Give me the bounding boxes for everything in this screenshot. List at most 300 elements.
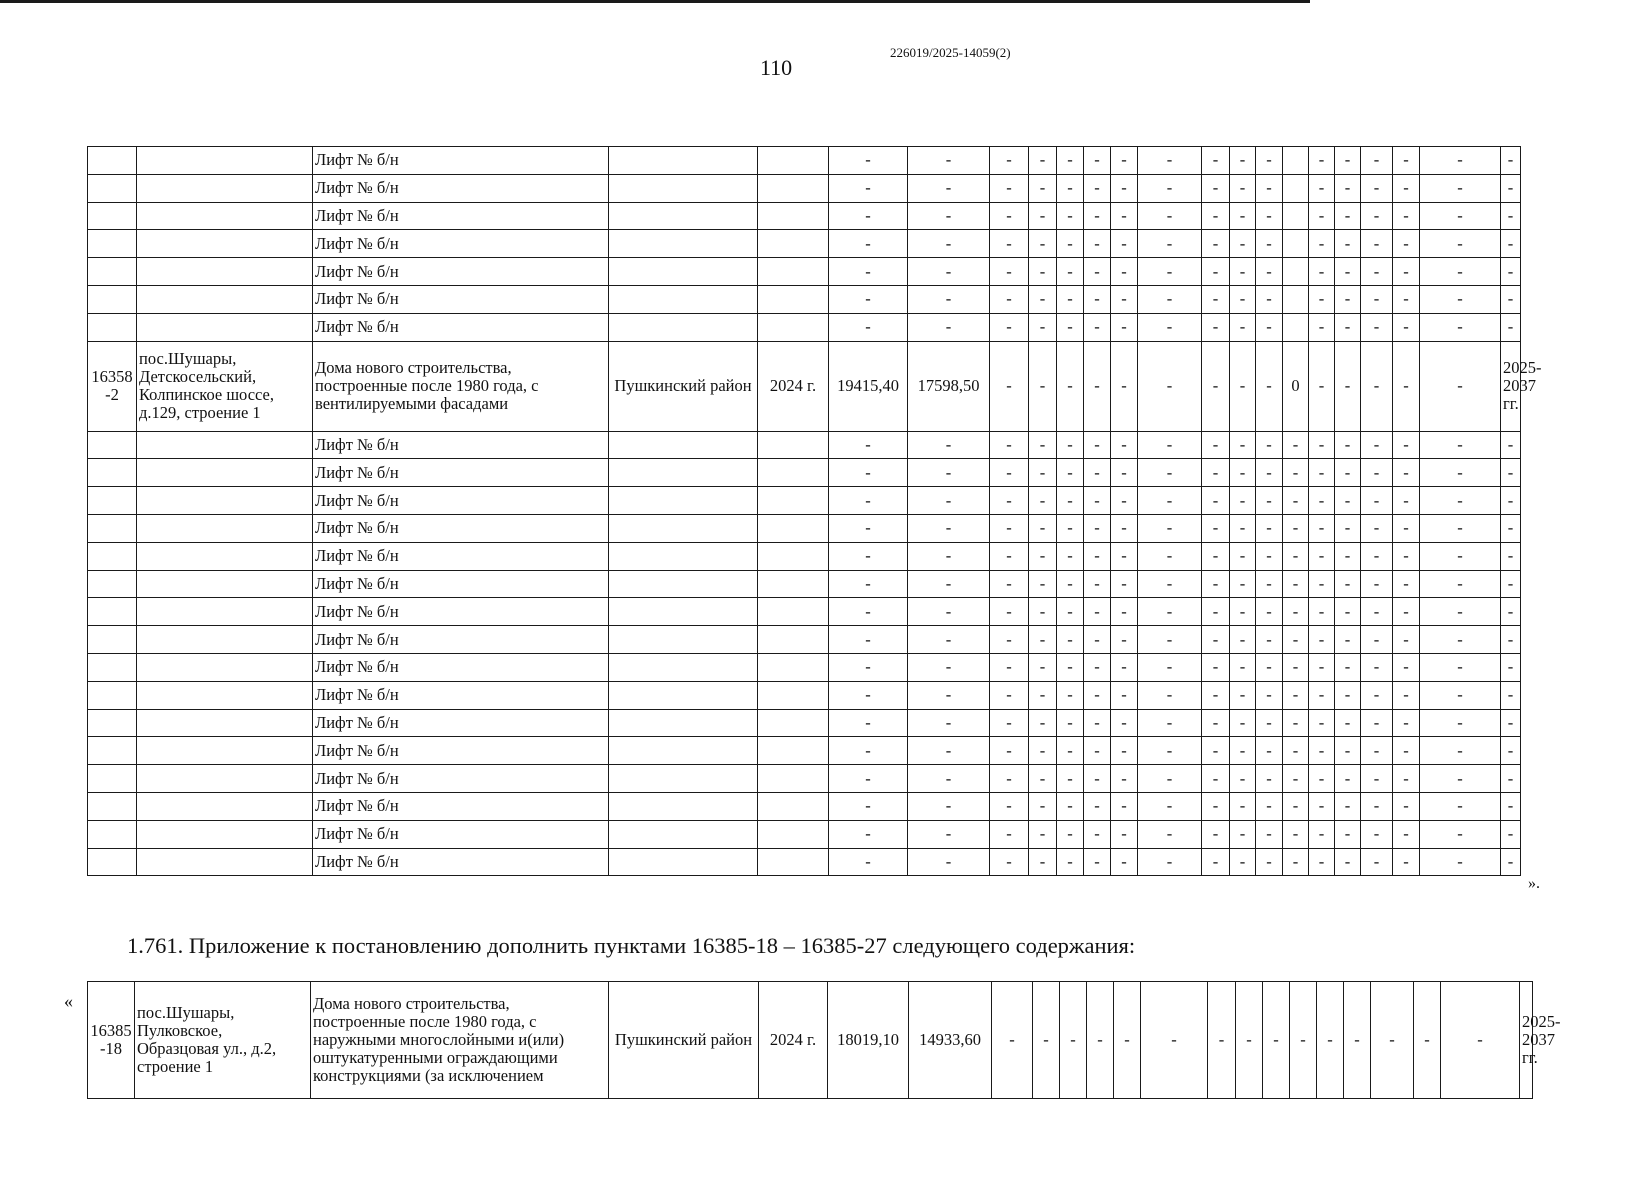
mark-cell: - xyxy=(1256,765,1283,793)
mark-cell: - xyxy=(1111,174,1138,202)
object-name-cell: Лифт № б/н xyxy=(313,792,609,820)
mark-cell xyxy=(1283,230,1309,258)
mark-cell: - xyxy=(1283,709,1309,737)
mark-cell: - xyxy=(990,313,1029,341)
address-cell xyxy=(137,542,313,570)
mark-cell: - xyxy=(1084,626,1111,654)
mark-cell: - xyxy=(1084,848,1111,876)
item-number xyxy=(88,626,137,654)
area-total-cell: - xyxy=(829,174,908,202)
mark-cell: - xyxy=(1420,709,1501,737)
mark-cell: - xyxy=(1290,982,1317,1099)
mark-cell: - xyxy=(990,765,1029,793)
mark-cell: - xyxy=(1029,737,1057,765)
mark-cell: - xyxy=(1138,487,1202,515)
mark-cell: - xyxy=(1084,709,1111,737)
district-cell xyxy=(609,737,758,765)
address-cell xyxy=(137,792,313,820)
mark-cell: - xyxy=(1057,230,1084,258)
area-total-cell: - xyxy=(829,313,908,341)
table-row xyxy=(88,653,1521,681)
mark-cell: - xyxy=(1309,514,1335,542)
mark-cell: - xyxy=(1371,982,1414,1099)
mark-cell: - xyxy=(1084,570,1111,598)
mark-cell: - xyxy=(1256,431,1283,459)
mark-cell: - xyxy=(1393,202,1420,230)
year-cell: 2024 г. xyxy=(758,341,829,431)
mark-cell: - xyxy=(1309,341,1335,431)
area-living-cell: - xyxy=(908,459,990,487)
mark-cell: - xyxy=(1335,285,1361,313)
mark-cell: - xyxy=(1230,341,1256,431)
area-total-cell: - xyxy=(829,626,908,654)
mark-cell: - xyxy=(1393,792,1420,820)
mark-cell: - xyxy=(1335,848,1361,876)
area-total-cell: - xyxy=(829,459,908,487)
mark-cell: - xyxy=(1230,431,1256,459)
mark-cell: - xyxy=(1309,258,1335,286)
mark-cell: - xyxy=(1393,459,1420,487)
year-cell xyxy=(758,820,829,848)
mark-cell: - xyxy=(1283,598,1309,626)
year-cell xyxy=(758,431,829,459)
mark-cell: - xyxy=(1309,653,1335,681)
address-cell xyxy=(137,737,313,765)
mark-cell: - xyxy=(1202,598,1230,626)
mark-cell: - xyxy=(1309,313,1335,341)
mark-cell: - xyxy=(1393,848,1420,876)
mark-cell: - xyxy=(1393,653,1420,681)
mark-cell: - xyxy=(1084,341,1111,431)
item-number xyxy=(88,258,137,286)
area-total-cell: - xyxy=(829,202,908,230)
mark-cell: - xyxy=(1361,570,1393,598)
mark-cell: - xyxy=(1393,230,1420,258)
mark-cell: - xyxy=(1111,653,1138,681)
mark-cell: - xyxy=(1335,230,1361,258)
item-number: 16358 -2 xyxy=(88,341,137,431)
mark-cell: - xyxy=(1202,285,1230,313)
year-cell xyxy=(758,570,829,598)
table-row xyxy=(88,313,1521,341)
mark-cell: - xyxy=(1084,230,1111,258)
period-cell: 2025-2037 гг. xyxy=(1520,982,1533,1099)
mark-cell: - xyxy=(1420,147,1501,175)
mark-cell: - xyxy=(1138,230,1202,258)
area-living-cell: 14933,60 xyxy=(909,982,992,1099)
mark-cell: - xyxy=(1283,459,1309,487)
mark-cell: - xyxy=(1420,230,1501,258)
object-name-cell: Лифт № б/н xyxy=(313,431,609,459)
lift-table xyxy=(87,146,1542,876)
mark-cell: - xyxy=(1057,598,1084,626)
item-number xyxy=(88,313,137,341)
mark-cell: - xyxy=(1084,737,1111,765)
new-items-table xyxy=(87,981,1561,1099)
mark-cell: - xyxy=(1283,765,1309,793)
mark-cell: - xyxy=(1393,313,1420,341)
area-living-cell: - xyxy=(908,737,990,765)
mark-cell: - xyxy=(1256,147,1283,175)
mark-cell: - xyxy=(1393,431,1420,459)
mark-cell: - xyxy=(1335,653,1361,681)
period-cell: - xyxy=(1501,542,1521,570)
mark-cell: - xyxy=(1309,285,1335,313)
mark-cell: - xyxy=(1335,626,1361,654)
mark-cell: - xyxy=(1057,709,1084,737)
mark-cell: - xyxy=(1256,737,1283,765)
page-number: 110 xyxy=(760,55,793,80)
mark-cell: - xyxy=(1084,202,1111,230)
mark-cell: - xyxy=(1057,765,1084,793)
mark-cell: - xyxy=(1309,765,1335,793)
mark-cell: - xyxy=(1057,681,1084,709)
table-row xyxy=(88,982,1533,1099)
mark-cell: - xyxy=(1230,147,1256,175)
mark-cell: - xyxy=(1361,737,1393,765)
period-cell: - xyxy=(1501,431,1521,459)
mark-cell: - xyxy=(1029,174,1057,202)
mark-cell: - xyxy=(1420,848,1501,876)
mark-cell: - xyxy=(990,820,1029,848)
object-name-cell: Лифт № б/н xyxy=(313,514,609,542)
mark-cell: - xyxy=(1420,459,1501,487)
district-cell xyxy=(609,626,758,654)
mark-cell: - xyxy=(1060,982,1087,1099)
mark-cell: - xyxy=(1084,792,1111,820)
mark-cell: - xyxy=(1256,709,1283,737)
table-row xyxy=(88,258,1521,286)
year-cell xyxy=(758,147,829,175)
district-cell xyxy=(609,570,758,598)
district-cell xyxy=(609,202,758,230)
mark-cell: - xyxy=(1420,681,1501,709)
district-cell xyxy=(609,765,758,793)
mark-cell: - xyxy=(1230,230,1256,258)
item-number xyxy=(88,514,137,542)
address-cell xyxy=(137,258,313,286)
table-row xyxy=(88,848,1521,876)
object-name-cell: Лифт № б/н xyxy=(313,765,609,793)
object-name-cell: Лифт № б/н xyxy=(313,313,609,341)
area-living-cell: - xyxy=(908,626,990,654)
mark-cell: - xyxy=(1029,598,1057,626)
mark-cell: - xyxy=(1111,514,1138,542)
mark-cell: - xyxy=(1393,820,1420,848)
area-total-cell: - xyxy=(829,487,908,515)
district-cell xyxy=(609,285,758,313)
object-name-cell: Лифт № б/н xyxy=(313,174,609,202)
year-cell xyxy=(758,709,829,737)
period-cell: - xyxy=(1501,570,1521,598)
address-cell xyxy=(137,147,313,175)
mark-cell: - xyxy=(1202,653,1230,681)
mark-cell: - xyxy=(1283,487,1309,515)
area-total-cell: 19415,40 xyxy=(829,341,908,431)
mark-cell: - xyxy=(1138,542,1202,570)
item-number: 16385 -18 xyxy=(88,982,135,1099)
mark-cell: - xyxy=(1029,709,1057,737)
mark-cell: - xyxy=(1138,459,1202,487)
mark-cell: - xyxy=(1202,681,1230,709)
period-cell: - xyxy=(1501,626,1521,654)
address-cell xyxy=(137,653,313,681)
mark-cell: - xyxy=(1138,626,1202,654)
mark-cell: - xyxy=(1111,792,1138,820)
mark-cell: - xyxy=(1111,341,1138,431)
area-living-cell: - xyxy=(908,542,990,570)
mark-cell: - xyxy=(1230,174,1256,202)
object-name-cell: Лифт № б/н xyxy=(313,147,609,175)
mark-cell: - xyxy=(1361,285,1393,313)
area-total-cell: - xyxy=(829,792,908,820)
table-row xyxy=(88,681,1521,709)
mark-cell xyxy=(1283,285,1309,313)
mark-cell: - xyxy=(1283,653,1309,681)
mark-cell: - xyxy=(1084,514,1111,542)
district-cell: Пушкинский район xyxy=(609,341,758,431)
mark-cell: - xyxy=(1138,653,1202,681)
mark-cell: - xyxy=(1111,285,1138,313)
item-number xyxy=(88,202,137,230)
mark-cell: - xyxy=(990,709,1029,737)
item-number xyxy=(88,709,137,737)
mark-cell: - xyxy=(1084,313,1111,341)
year-cell xyxy=(758,653,829,681)
area-living-cell: - xyxy=(908,147,990,175)
mark-cell: - xyxy=(1309,737,1335,765)
mark-cell: - xyxy=(1335,765,1361,793)
mark-cell: - xyxy=(1057,202,1084,230)
mark-cell: - xyxy=(1317,982,1344,1099)
object-name-cell: Лифт № б/н xyxy=(313,285,609,313)
address-cell xyxy=(137,487,313,515)
mark-cell: - xyxy=(1202,542,1230,570)
mark-cell: - xyxy=(1057,174,1084,202)
mark-cell: - xyxy=(1202,514,1230,542)
district-cell xyxy=(609,258,758,286)
district-cell xyxy=(609,598,758,626)
mark-cell: - xyxy=(990,737,1029,765)
period-cell: - xyxy=(1501,681,1521,709)
item-number xyxy=(88,147,137,175)
year-cell xyxy=(758,765,829,793)
mark-cell: - xyxy=(1202,820,1230,848)
mark-cell: - xyxy=(1111,487,1138,515)
mark-cell: - xyxy=(1393,341,1420,431)
mark-cell: - xyxy=(1057,313,1084,341)
area-living-cell: - xyxy=(908,792,990,820)
mark-cell: - xyxy=(1111,230,1138,258)
mark-cell: - xyxy=(1361,709,1393,737)
district-cell xyxy=(609,653,758,681)
object-name-cell: Лифт № б/н xyxy=(313,230,609,258)
mark-cell: - xyxy=(1084,459,1111,487)
mark-cell: - xyxy=(1256,681,1283,709)
mark-cell: - xyxy=(990,147,1029,175)
district-cell xyxy=(609,431,758,459)
table-row xyxy=(88,230,1521,258)
mark-cell: - xyxy=(1202,313,1230,341)
table-row xyxy=(88,174,1521,202)
period-cell: - xyxy=(1501,848,1521,876)
mark-cell: - xyxy=(1029,202,1057,230)
area-total-cell: - xyxy=(829,848,908,876)
mark-cell: - xyxy=(1420,341,1501,431)
mark-cell: - xyxy=(1309,626,1335,654)
mark-cell: - xyxy=(1283,626,1309,654)
mark-cell: - xyxy=(1361,792,1393,820)
address-cell xyxy=(137,709,313,737)
area-total-cell: - xyxy=(829,258,908,286)
mark-cell: - xyxy=(1029,653,1057,681)
mark-cell: - xyxy=(1335,431,1361,459)
table-row-building xyxy=(88,341,1521,431)
mark-cell: - xyxy=(1361,341,1393,431)
period-cell: - xyxy=(1501,709,1521,737)
mark-cell: - xyxy=(1393,626,1420,654)
mark-cell: - xyxy=(1361,313,1393,341)
mark-cell: - xyxy=(1420,431,1501,459)
mark-cell: - xyxy=(1361,258,1393,286)
period-cell: - xyxy=(1501,487,1521,515)
mark-cell: - xyxy=(990,681,1029,709)
period-cell: - xyxy=(1501,792,1521,820)
object-name-cell: Лифт № б/н xyxy=(313,653,609,681)
mark-cell: - xyxy=(1029,542,1057,570)
object-name-cell: Лифт № б/н xyxy=(313,709,609,737)
mark-cell: - xyxy=(1111,848,1138,876)
mark-cell: - xyxy=(1084,147,1111,175)
area-total-cell: - xyxy=(829,542,908,570)
area-living-cell: - xyxy=(908,709,990,737)
year-cell: 2024 г. xyxy=(759,982,828,1099)
mark-cell: - xyxy=(1057,258,1084,286)
mark-cell: - xyxy=(1057,737,1084,765)
mark-cell: - xyxy=(1084,820,1111,848)
mark-cell: - xyxy=(1111,313,1138,341)
mark-cell: - xyxy=(1309,681,1335,709)
mark-cell: - xyxy=(1256,459,1283,487)
district-cell xyxy=(609,459,758,487)
mark-cell: - xyxy=(1393,514,1420,542)
mark-cell: - xyxy=(1256,230,1283,258)
mark-cell: - xyxy=(1361,626,1393,654)
mark-cell: - xyxy=(1202,459,1230,487)
period-cell: - xyxy=(1501,147,1521,175)
mark-cell: - xyxy=(1202,174,1230,202)
item-number xyxy=(88,792,137,820)
mark-cell: - xyxy=(1283,542,1309,570)
year-cell xyxy=(758,459,829,487)
period-cell: - xyxy=(1501,285,1521,313)
mark-cell: - xyxy=(1138,202,1202,230)
mark-cell: - xyxy=(1057,848,1084,876)
mark-cell: - xyxy=(1084,542,1111,570)
mark-cell: - xyxy=(1420,737,1501,765)
mark-cell: - xyxy=(1256,285,1283,313)
mark-cell xyxy=(1283,147,1309,175)
mark-cell: - xyxy=(1230,487,1256,515)
address-cell xyxy=(137,174,313,202)
mark-cell: - xyxy=(990,459,1029,487)
mark-cell: - xyxy=(1393,174,1420,202)
mark-cell: - xyxy=(1111,681,1138,709)
mark-cell: - xyxy=(1420,820,1501,848)
mark-cell: - xyxy=(1335,737,1361,765)
mark-cell: - xyxy=(990,570,1029,598)
mark-cell: - xyxy=(990,431,1029,459)
mark-cell: - xyxy=(1138,820,1202,848)
mark-cell: - xyxy=(1230,570,1256,598)
period-cell: - xyxy=(1501,258,1521,286)
mark-cell: - xyxy=(990,202,1029,230)
mark-cell: - xyxy=(1202,737,1230,765)
period-cell: - xyxy=(1501,737,1521,765)
period-cell: - xyxy=(1501,230,1521,258)
object-name-cell: Лифт № б/н xyxy=(313,258,609,286)
mark-cell: - xyxy=(1335,681,1361,709)
item-number xyxy=(88,542,137,570)
mark-cell: - xyxy=(1256,542,1283,570)
mark-cell: - xyxy=(1420,174,1501,202)
mark-cell: - xyxy=(1309,709,1335,737)
mark-cell: - xyxy=(1283,737,1309,765)
address-cell xyxy=(137,598,313,626)
period-cell: - xyxy=(1501,598,1521,626)
mark-cell: - xyxy=(1361,459,1393,487)
mark-cell: - xyxy=(990,542,1029,570)
item-number xyxy=(88,653,137,681)
mark-cell: - xyxy=(1029,848,1057,876)
year-cell xyxy=(758,174,829,202)
table-row xyxy=(88,542,1521,570)
mark-cell: - xyxy=(992,982,1033,1099)
mark-cell: - xyxy=(1057,570,1084,598)
mark-cell: - xyxy=(1335,542,1361,570)
mark-cell: - xyxy=(1236,982,1263,1099)
mark-cell: - xyxy=(1138,147,1202,175)
period-cell: - xyxy=(1501,459,1521,487)
mark-cell: - xyxy=(990,598,1029,626)
address-cell xyxy=(137,681,313,709)
mark-cell: - xyxy=(1230,626,1256,654)
mark-cell: - xyxy=(1256,341,1283,431)
object-name-cell: Лифт № б/н xyxy=(313,681,609,709)
mark-cell: - xyxy=(1057,792,1084,820)
period-cell: - xyxy=(1501,202,1521,230)
mark-cell: - xyxy=(1230,598,1256,626)
mark-cell: 0 xyxy=(1283,341,1309,431)
table-row xyxy=(88,792,1521,820)
mark-cell: - xyxy=(1420,570,1501,598)
mark-cell: - xyxy=(1087,982,1114,1099)
mark-cell: - xyxy=(1335,709,1361,737)
mark-cell: - xyxy=(1057,431,1084,459)
mark-cell: - xyxy=(1202,431,1230,459)
object-name-cell: Лифт № б/н xyxy=(313,626,609,654)
mark-cell: - xyxy=(990,285,1029,313)
object-name-cell: Лифт № б/н xyxy=(313,487,609,515)
item-number xyxy=(88,174,137,202)
year-cell xyxy=(758,487,829,515)
district-cell xyxy=(609,820,758,848)
year-cell xyxy=(758,626,829,654)
item-number xyxy=(88,598,137,626)
mark-cell: - xyxy=(1111,202,1138,230)
mark-cell: - xyxy=(1309,542,1335,570)
object-name-cell: Лифт № б/н xyxy=(313,820,609,848)
